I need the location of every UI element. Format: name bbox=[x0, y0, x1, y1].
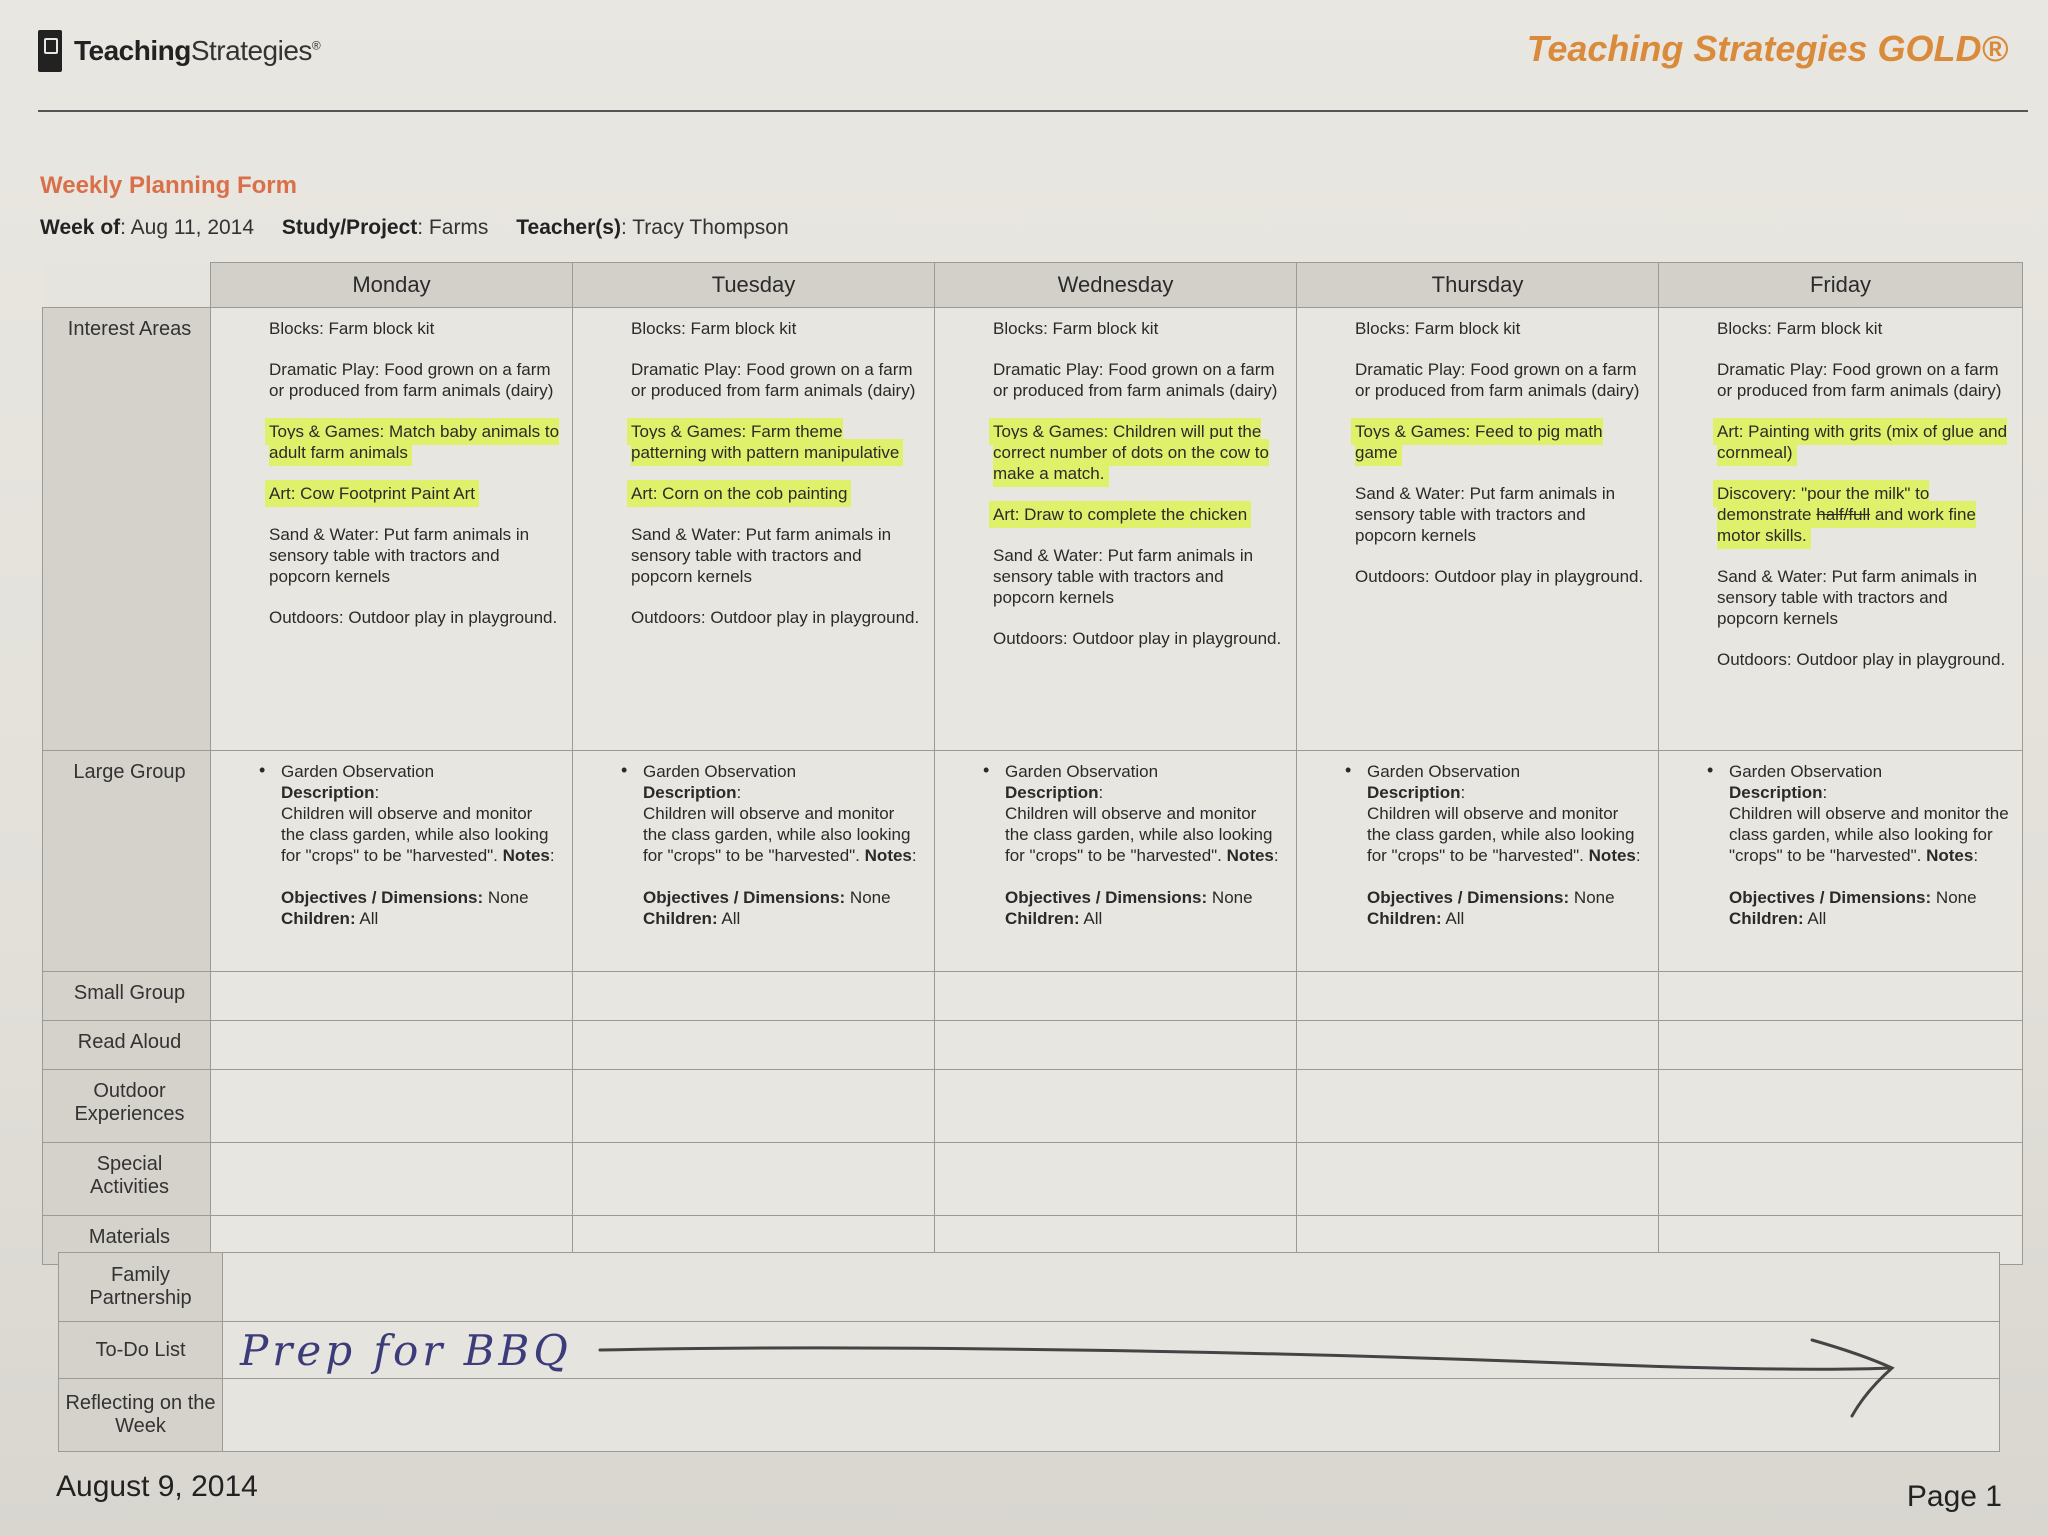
day-friday: Friday bbox=[1659, 263, 2023, 308]
description-text: Children will observe and monitor the class garden, while also looking for "crops" to be "harvested". Notes: bbox=[1005, 804, 1279, 865]
row-label-interest-areas: Interest Areas bbox=[43, 308, 211, 751]
teaching-strategies-logo bbox=[38, 30, 320, 72]
children-value: All bbox=[1445, 909, 1465, 928]
children-label: Children: bbox=[1367, 909, 1442, 928]
children-label: Children: bbox=[1729, 909, 1804, 928]
toys-games-text: Toys & Games: Match baby animals to adult farm animals bbox=[269, 422, 560, 462]
large-group-title: • Garden Observation bbox=[1367, 761, 1646, 782]
teacher-label: Teacher(s) bbox=[516, 216, 621, 239]
objectives-value: None bbox=[1211, 888, 1253, 907]
row-label-family-partnership: Family Partnership bbox=[59, 1253, 223, 1322]
large-group-friday: • Garden Observation Description: Children will observe and monitor the class garden, while also looking for "crops" to be "harvested". Notes: Objectives / Dimensions: None Children: All bbox=[1659, 751, 2023, 972]
row-label-materials: Materials bbox=[43, 1216, 211, 1265]
interest-thursday bbox=[1297, 308, 1659, 751]
dramatic-play-text: Dramatic Play: Food grown on a farm or produced from farm animals (dairy) bbox=[1717, 360, 2002, 400]
product-name: Teaching Strategies GOLD® bbox=[1526, 28, 2008, 69]
day-wednesday: Wednesday bbox=[935, 263, 1297, 308]
week-of-value: : Aug 11, 2014 bbox=[120, 216, 255, 239]
objectives-value: None bbox=[1573, 888, 1615, 907]
book-icon bbox=[38, 30, 62, 72]
description-label: Description bbox=[1005, 783, 1099, 802]
children-label: Children: bbox=[1005, 909, 1080, 928]
row-label-outdoor-experiences: Outdoor Experiences bbox=[43, 1070, 211, 1143]
blocks-text: Blocks: Farm block kit bbox=[269, 319, 435, 338]
children-value: All bbox=[721, 909, 741, 928]
handwritten-arrow-icon bbox=[590, 1318, 1910, 1428]
sand-water-text: Sand & Water: Put farm animals in sensory table with tractors and popcorn kernels bbox=[1717, 567, 1978, 628]
study-value: : Farms bbox=[417, 216, 489, 239]
large-group-row bbox=[43, 751, 2023, 972]
footer-date: August 9, 2014 bbox=[56, 1470, 258, 1503]
family-partnership-row bbox=[59, 1253, 2000, 1322]
outdoors-text: Outdoors: Outdoor play in playground. bbox=[631, 608, 920, 627]
large-group-title: • Garden Observation bbox=[1729, 761, 2010, 782]
toys-games-text: Toys & Games: Farm theme patterning with pattern manipulative bbox=[631, 422, 900, 462]
discovery-text: Discovery: "pour the milk" to demonstrate half/full and work fine motor skills. bbox=[1717, 484, 1976, 545]
children-value: All bbox=[1083, 909, 1103, 928]
objectives-label: Objectives / Dimensions: bbox=[281, 888, 484, 907]
description-label: Description bbox=[643, 783, 737, 802]
logo-text: TeachingStrategies® bbox=[74, 35, 321, 66]
outdoors-text: Outdoors: Outdoor play in playground. bbox=[993, 629, 1282, 648]
sand-water-text: Sand & Water: Put farm animals in sensory table with tractors and popcorn kernels bbox=[1355, 484, 1616, 545]
large-group-title: • Garden Observation bbox=[643, 761, 922, 782]
small-group-row bbox=[43, 972, 2023, 1021]
description-text: Children will observe and monitor the class garden, while also looking for "crops" to be "harvested". Notes: bbox=[1729, 804, 2009, 865]
header-divider bbox=[38, 110, 2028, 112]
interest-friday bbox=[1659, 308, 2023, 751]
objectives-label: Objectives / Dimensions: bbox=[643, 888, 846, 907]
row-label-reflecting: Reflecting on the Week bbox=[59, 1379, 223, 1452]
row-label-read-aloud: Read Aloud bbox=[43, 1021, 211, 1070]
corner-cell bbox=[43, 263, 211, 308]
blocks-text: Blocks: Farm block kit bbox=[1355, 319, 1521, 338]
blocks-text: Blocks: Farm block kit bbox=[993, 319, 1159, 338]
blocks-text: Blocks: Farm block kit bbox=[631, 319, 797, 338]
sand-water-text: Sand & Water: Put farm animals in sensory table with tractors and popcorn kernels bbox=[269, 525, 530, 586]
objectives-value: None bbox=[849, 888, 891, 907]
large-group-tuesday: • Garden Observation Description: Children will observe and monitor the class garden, while also looking for "crops" to be "harvested". Notes: Objectives / Dimensions: None Children: All bbox=[573, 751, 935, 972]
toys-games-text: Toys & Games: Feed to pig math game bbox=[1355, 422, 1603, 462]
dramatic-play-text: Dramatic Play: Food grown on a farm or produced from farm animals (dairy) bbox=[269, 360, 554, 400]
week-of-label: Week of bbox=[40, 216, 121, 239]
objectives-value: None bbox=[1935, 888, 1977, 907]
art-text: Art: Painting with grits (mix of glue and cornmeal) bbox=[1717, 422, 2008, 462]
large-group-monday: • Garden Observation Description: Children will observe and monitor the class garden, while also looking for "crops" to be "harvested". Notes: Objectives / Dimensions: None Children: All bbox=[211, 751, 573, 972]
page-number: Page 1 bbox=[1906, 1480, 2002, 1513]
large-group-wednesday: • Garden Observation Description: Children will observe and monitor the class garden, while also looking for "crops" to be "harvested". Notes: Objectives / Dimensions: None Children: All bbox=[935, 751, 1297, 972]
description-text: Children will observe and monitor the class garden, while also looking for "crops" to be "harvested". Notes: bbox=[281, 804, 555, 865]
children-value: All bbox=[1807, 909, 1827, 928]
day-tuesday: Tuesday bbox=[573, 263, 935, 308]
dramatic-play-text: Dramatic Play: Food grown on a farm or produced from farm animals (dairy) bbox=[993, 360, 1278, 400]
interest-tuesday bbox=[573, 308, 935, 751]
study-label: Study/Project bbox=[281, 216, 418, 239]
read-aloud-row bbox=[43, 1021, 2023, 1070]
objectives-label: Objectives / Dimensions: bbox=[1729, 888, 1932, 907]
outdoors-text: Outdoors: Outdoor play in playground. bbox=[1717, 650, 2006, 669]
art-text: Art: Corn on the cob painting bbox=[631, 484, 848, 503]
interest-monday bbox=[211, 308, 573, 751]
description-label: Description bbox=[281, 783, 375, 802]
interest-areas-row bbox=[43, 308, 2023, 751]
toys-games-text: Toys & Games: Children will put the correct number of dots on the cow to make a match. bbox=[993, 422, 1269, 483]
weekly-plan-table bbox=[42, 262, 2023, 1265]
row-label-large-group: Large Group bbox=[43, 751, 211, 972]
dramatic-play-text: Dramatic Play: Food grown on a farm or produced from farm animals (dairy) bbox=[631, 360, 916, 400]
day-header-row bbox=[43, 263, 2023, 308]
handwritten-note: Prep for BBQ bbox=[240, 1325, 572, 1375]
children-label: Children: bbox=[643, 909, 718, 928]
art-text: Art: Draw to complete the chicken bbox=[993, 505, 1248, 524]
description-text: Children will observe and monitor the class garden, while also looking for "crops" to be "harvested". Notes: bbox=[1367, 804, 1641, 865]
art-text: Art: Cow Footprint Paint Art bbox=[269, 484, 475, 503]
description-label: Description bbox=[1367, 783, 1461, 802]
large-group-thursday: • Garden Observation Description: Children will observe and monitor the class garden, while also looking for "crops" to be "harvested". Notes: Objectives / Dimensions: None Children: All bbox=[1297, 751, 1659, 972]
outdoors-text: Outdoors: Outdoor play in playground. bbox=[1355, 567, 1644, 586]
children-label: Children: bbox=[281, 909, 356, 928]
sand-water-text: Sand & Water: Put farm animals in sensory table with tractors and popcorn kernels bbox=[631, 525, 892, 586]
day-monday: Monday bbox=[211, 263, 573, 308]
struck-text: half/full bbox=[1816, 505, 1871, 524]
form-meta bbox=[40, 216, 789, 240]
teacher-value: : Tracy Thompson bbox=[620, 216, 789, 239]
dramatic-play-text: Dramatic Play: Food grown on a farm or produced from farm animals (dairy) bbox=[1355, 360, 1640, 400]
large-group-title: • Garden Observation bbox=[281, 761, 560, 782]
form-title: Weekly Planning Form bbox=[40, 172, 297, 199]
description-text: Children will observe and monitor the class garden, while also looking for "crops" to be "harvested". Notes: bbox=[643, 804, 917, 865]
special-activities-row bbox=[43, 1143, 2023, 1216]
objectives-value: None bbox=[487, 888, 529, 907]
interest-wednesday bbox=[935, 308, 1297, 751]
outdoors-text: Outdoors: Outdoor play in playground. bbox=[269, 608, 558, 627]
objectives-label: Objectives / Dimensions: bbox=[1005, 888, 1208, 907]
children-value: All bbox=[359, 909, 379, 928]
row-label-small-group: Small Group bbox=[43, 972, 211, 1021]
objectives-label: Objectives / Dimensions: bbox=[1367, 888, 1570, 907]
outdoor-experiences-row bbox=[43, 1070, 2023, 1143]
description-label: Description bbox=[1729, 783, 1823, 802]
blocks-text: Blocks: Farm block kit bbox=[1717, 319, 1883, 338]
row-label-special-activities: Special Activities bbox=[43, 1143, 211, 1216]
sand-water-text: Sand & Water: Put farm animals in sensory table with tractors and popcorn kernels bbox=[993, 546, 1254, 607]
day-thursday: Thursday bbox=[1297, 263, 1659, 308]
row-label-todo: To-Do List bbox=[59, 1322, 223, 1379]
large-group-title: • Garden Observation bbox=[1005, 761, 1284, 782]
